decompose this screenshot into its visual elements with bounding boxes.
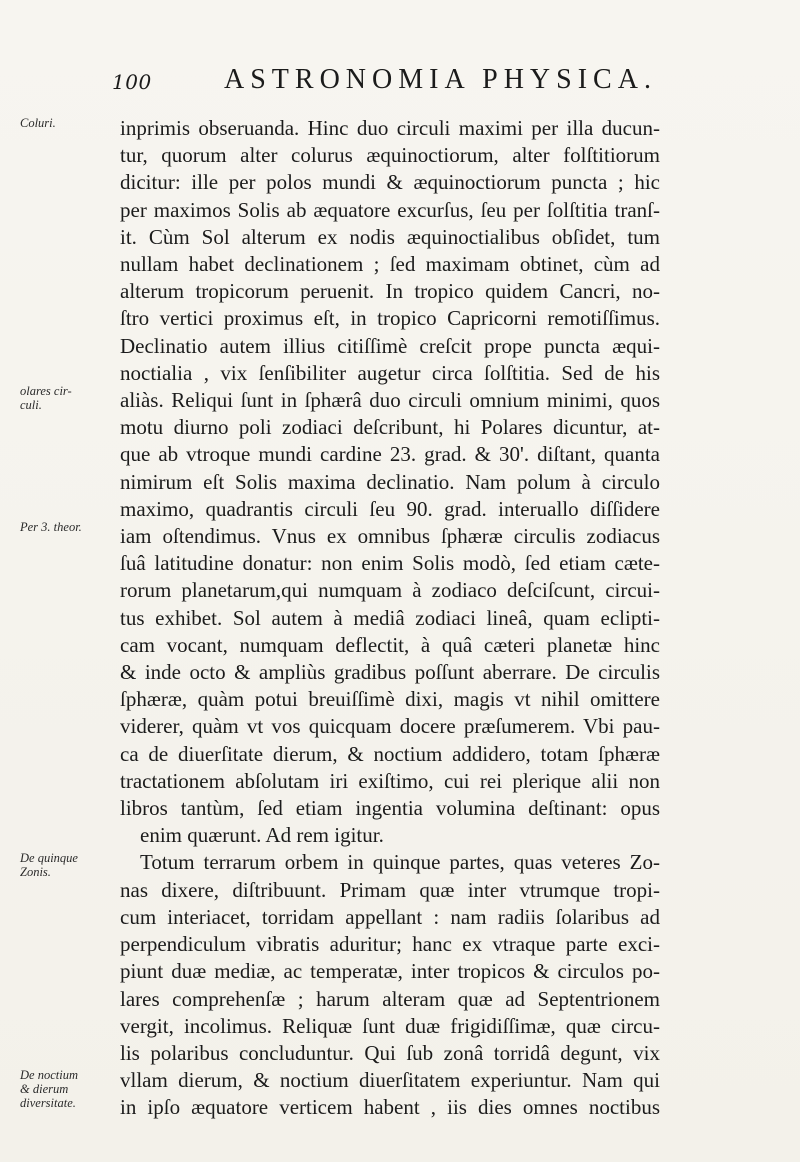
body-line: & inde octo & ampliùs gradibus poſſunt aberrare. De circulis xyxy=(120,660,660,685)
body-line: lis polaribus concluduntur. Qui ſub zonâ torridâ degunt, vix xyxy=(120,1040,660,1065)
body-line: tractationem abſolutam iri exiſtimo, cui rei plerique alii non xyxy=(120,768,660,793)
margin-note-quinque-zonis: De quinque Zonis. xyxy=(20,851,78,879)
body-line: lares comprehenſæ ; harum alteram quæ ad Septentrionem xyxy=(120,986,660,1011)
body-text xyxy=(120,115,660,1122)
body-line: ſtro vertici proximus eſt, in tropico Capricorni remotiſſimus. xyxy=(120,306,660,331)
body-line: Totum terrarum orbem in quinque partes, quas veteres Zo- xyxy=(140,850,660,875)
margin-note-coluri: Coluri. xyxy=(20,116,56,130)
body-line: que ab vtroque mundi cardine 23. grad. & 30'. diſtant, quanta xyxy=(120,442,660,467)
body-line: alterum tropicorum peruenit. In tropico quidem Cancri, no- xyxy=(120,279,660,304)
running-title: ASTRONOMIA PHYSICA. xyxy=(224,64,657,95)
body-line: nimirum eſt Solis maxima declinatio. Nam polum à circulo xyxy=(120,469,660,494)
body-line: vllam dierum, & noctium diuerſitatem experiuntur. Nam qui xyxy=(120,1068,660,1093)
body-line: vergit, incolimus. Reliquæ ſunt duæ frigidiſſimæ, quæ circu- xyxy=(120,1013,660,1038)
body-line: perpendiculum vibratis aduritur; hanc ex vtraque parte exci- xyxy=(120,932,660,957)
body-line: cum interiacet, torridam appellant : nam radiis ſolaribus ad xyxy=(120,904,660,929)
body-line: motu diurno poli zodiaci deſcribunt, hi Polares dicuntur, at- xyxy=(120,415,660,440)
body-line: aliàs. Reliqui ſunt in ſphærâ duo circuli omnium minimi, quos xyxy=(120,388,660,413)
body-line: viderer, quàm vt vos quicquam docere præſumerem. Vbi pau- xyxy=(120,714,660,739)
body-line: cam vocant, numquam deflectit, à quâ cæteri planetæ hinc xyxy=(120,632,660,657)
body-line: Declinatio autem illius citiſſimè creſcit prope puncta æqui- xyxy=(120,333,660,358)
margin-note-noctium-dierum: De noctium & dierum diversitate. xyxy=(20,1068,78,1110)
body-line: iam oſtendimus. Vnus ex omnibus ſphæræ circulis zodiacus xyxy=(120,524,660,549)
body-line: tur, quorum alter colurus æquinoctiorum, alter folſtitiorum xyxy=(120,143,660,168)
body-line: it. Cùm Sol alterum ex nodis æquinoctialibus obſidet, tum xyxy=(120,224,660,249)
body-line: nas dixere, diſtribuunt. Primam quæ inter vtrumque tropi- xyxy=(120,877,660,902)
body-line: enim quærunt. Ad rem igitur. xyxy=(140,823,384,848)
body-line: ca de diuerſitate dierum, & noctium addidero, totam ſphæræ xyxy=(120,741,660,766)
body-line: nullam habet declinationem ; ſed maximam obtinet, cùm ad xyxy=(120,252,660,277)
body-line: rorum planetarum,qui numquam à zodiaco deſciſcunt, circui- xyxy=(120,578,660,603)
body-line: noctialia , vix ſenſibiliter augetur circa ſolſtitia. Sed de his xyxy=(120,360,660,385)
body-line: tus exhibet. Sol autem à mediâ zodiaci lineâ, quam eclipti- xyxy=(120,605,660,630)
page-number: 100 xyxy=(112,70,152,94)
body-line: libros tantùm, ſed etiam ingentia volumina deſtinant: opus xyxy=(120,796,660,821)
body-line: dicitur: ille per polos mundi & æquinoctiorum puncta ; hic xyxy=(120,170,660,195)
body-line: piunt duæ mediæ, ac temperatæ, inter tropicos & circulos po- xyxy=(120,959,660,984)
margin-note-theorem-ref: Per 3. theor. xyxy=(20,520,82,534)
body-line: ſphæræ, quàm potui breuiſſimè dixi, magis vt nihil omittere xyxy=(120,687,660,712)
body-line: per maximos Solis ab æquatore excurſus, ſeu per ſolſtitia tranſ- xyxy=(120,197,660,222)
page-header xyxy=(112,64,732,100)
margin-note-polares-circuli: olares cir- culi. xyxy=(20,384,72,412)
body-line: inprimis obseruanda. Hinc duo circuli maximi per illa ducun- xyxy=(120,116,660,140)
body-line: in ipſo æquatore verticem habent , iis dies omnes noctibus xyxy=(120,1095,660,1120)
body-line: ſuâ latitudine donatur: non enim Solis modò, ſed etiam cæte- xyxy=(120,551,660,576)
body-line: maximo, quadrantis circuli ſeu 90. grad. interuallo diſſidere xyxy=(120,496,660,521)
